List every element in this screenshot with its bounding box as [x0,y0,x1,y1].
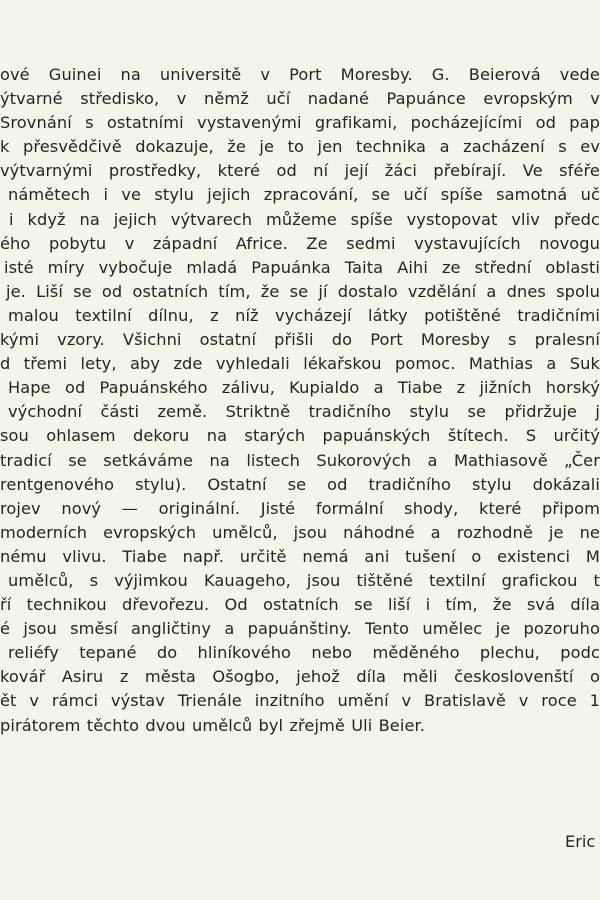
text-line: kovář Asiru z města Ošogbo, jehož díla měli českoslovenští o [0,667,600,687]
text-line: malou textilní dílnu, z níž vycházejí látky potištěné tradičními [8,305,600,325]
text-line: je. Liší se od ostatních tím, že se jí dostalo vzdělání a dnes spolu [6,281,600,301]
text-line: umělců, s výjimkou Kauageho, jsou tištěné textilní grafickou t [8,570,600,590]
text-line: tradicí se setkáváme na listech Sukorových a Mathiasově „Čer [0,450,600,470]
text-line: sou ohlasem dekoru na starých papuánských štítech. S určitý [0,426,600,446]
text-line: námětech i ve stylu jejich zpracování, se učí spíše samotná uč [8,185,600,205]
text-line: východní části země. Striktně tradičního stylu se přidržuje j [8,402,600,422]
text-line: nému vlivu. Tiabe např. určitě nemá ani tušení o existenci M [0,546,600,566]
text-line: ého pobytu v západní Africe. Ze sedmi vystavujících novogu [0,233,600,253]
text-line: ří technikou dřevořezu. Od ostatních se liší i tím, že svá díla [0,595,600,615]
article-text [0,63,600,738]
text-line: é jsou směsí angličtiny a papuánštiny. Tento umělec je pozoruho [0,619,600,639]
text-line: výtvarnými prostředky, které od ní její žáci přebírají. Ve sféře [0,161,600,181]
text-line: rentgenového stylu). Ostatní se od tradičního stylu dokázali [0,474,600,494]
text-line: ýtvarné středisko, v němž učí nadané Papuánce evropským v [0,89,600,109]
text-line: reliéfy tepané do hliníkového nebo měděného plechu, podc [8,643,600,663]
text-line: rojev nový — originální. Jisté formální shody, které připom [0,498,600,518]
author-signature: Eric [565,832,596,851]
text-line: ové Guinei na universitě v Port Moresby. G. Beierová vede [0,65,600,84]
text-line: d třemi lety, aby zde vyhledali lékařskou pomoc. Mathias a Suk [0,354,600,374]
text-line: Hape od Papuánského zálivu, Kupialdo a Tiabe z jižních horský [8,378,600,398]
text-line: kými vzory. Všichni ostatní přišli do Port Moresby s pralesní [0,330,600,350]
text-line: i když na jejich výtvarech můžeme spíše vystopovat vliv předc [9,209,600,229]
text-line: k přesvědčivě dokazuje, že je to jen technika a zacházení s ev [0,137,600,157]
text-line: moderních evropských umělců, jsou náhodné a rozhodně je ne [0,522,600,542]
text-line: isté míry vybočuje mladá Papuánka Taita Aihi ze střední oblasti [4,257,600,277]
text-line: ět v rámci výstav Trienále inzitního umění v Bratislavě v roce 1 [0,691,600,711]
text-line: Srovnání s ostatními vystavenými grafikami, pocházejícími od pap [0,113,600,133]
text-line: pirátorem těchto dvou umělců byl zřejmě Uli Beier. [0,715,426,735]
